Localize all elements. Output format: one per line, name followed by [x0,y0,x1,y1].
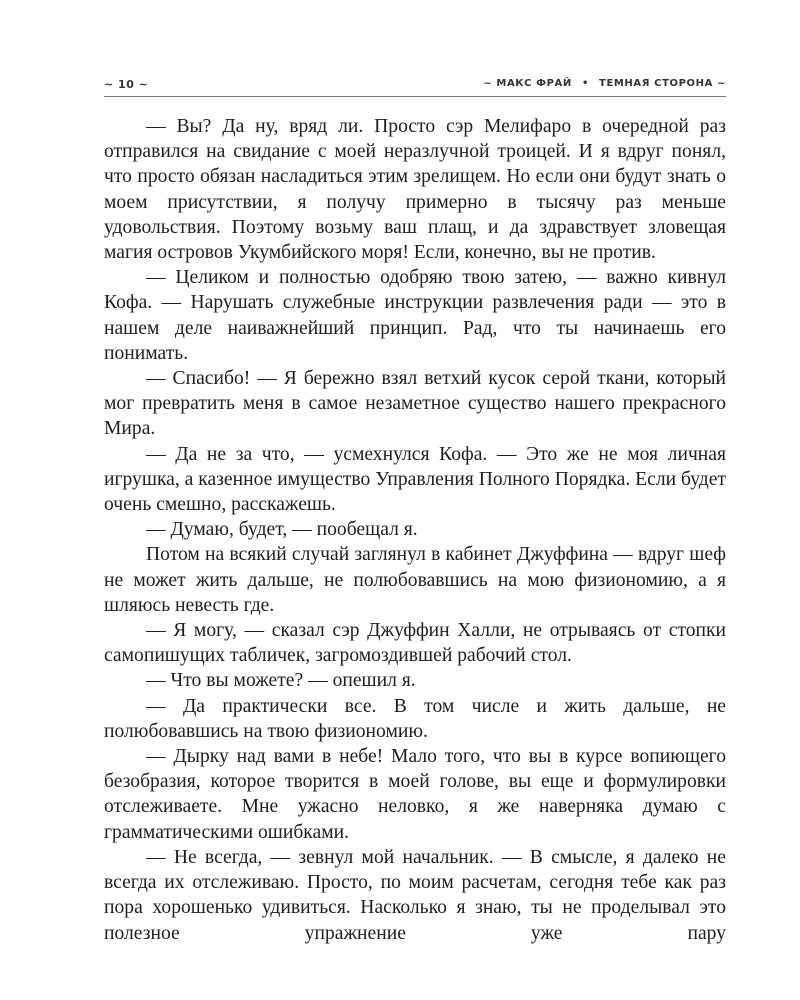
book-title: ТЕМНАЯ СТОРОНА ~ [599,78,726,89]
paragraph: — Спасибо! — Я бережно взял ветхий кусок серой ткани, который мог превратить меня в самое незаметное существо нашего прекрасного Мира. [104,368,726,440]
paragraph: — Я могу, — сказал сэр Джуффин Халли, не отрываясь от стопки самопишущих табличек, загромоздившей рабочий стол. [104,620,726,667]
paragraph: — Целиком и полностью одобряю твою затею, — важно кивнул Кофа. — Нарушать служебные инструкции развлечения ради — это в нашем деле наиважнейший принцип. Рад, что ты начинаешь его понимать. [104,267,726,364]
running-title [483,78,726,89]
paragraph: — Вы? Да ну, вряд ли. Просто сэр Мелифаро в очередной раз отправился на свидание с моей неразлучной троицей. И я вдруг понял, что просто обязан насладиться этим зрелищем. Но если они будут знать о моем присутствии, я получу примерно в тысячу раз меньше удовольствия. Поэтому возьму ваш плащ, и да здравствует зловещая магия островов Укумбийского моря! Если, конечно, вы не против. [104,116,726,264]
paragraph: — Что вы можете? — опешил я. [146,670,416,692]
paragraph: — Да не за что, — усмехнулся Кофа. — Это же не моя личная игрушка, а казенное имущество Управления Полного Порядка. Если будет очень смешно, расскажешь. [104,443,726,516]
paragraph: — Думаю, будет, — пообещал я. [146,519,418,541]
author-name: ~ МАКС ФРАЙ [483,78,572,89]
paragraph: — Не всегда, — зевнул мой начальник. — В смысле, я далеко не всегда их отслеживаю. Просто, по моим расчетам, сегодня тебе как раз пора хорошенько удивиться. Насколько я знаю, ты не проделывал это полезное упражнение уже пару [104,846,726,944]
paragraph: — Да практически все. В том числе и жить дальше, не полюбовавшись на твою физиономию. [104,695,726,742]
running-header [104,78,726,100]
page-body [104,114,726,946]
page-number: ~ 10 ~ [104,78,149,91]
header-separator: • [581,78,589,89]
paragraph: — Дырку над вами в небе! Мало того, что вы в курсе вопиющего безобразия, которое творится в моей голове, вы еще и формулировки отслеживаете. Мне ужасно неловко, я же наверняка думаю с грамматическими ошибками. [104,746,726,843]
header-divider [104,96,726,97]
paragraph: Потом на всякий случай заглянул в кабинет Джуффина — вдруг шеф не может жить дальше, не полюбовавшись на мою физиономию, а я шляюсь невесть где. [104,544,726,616]
